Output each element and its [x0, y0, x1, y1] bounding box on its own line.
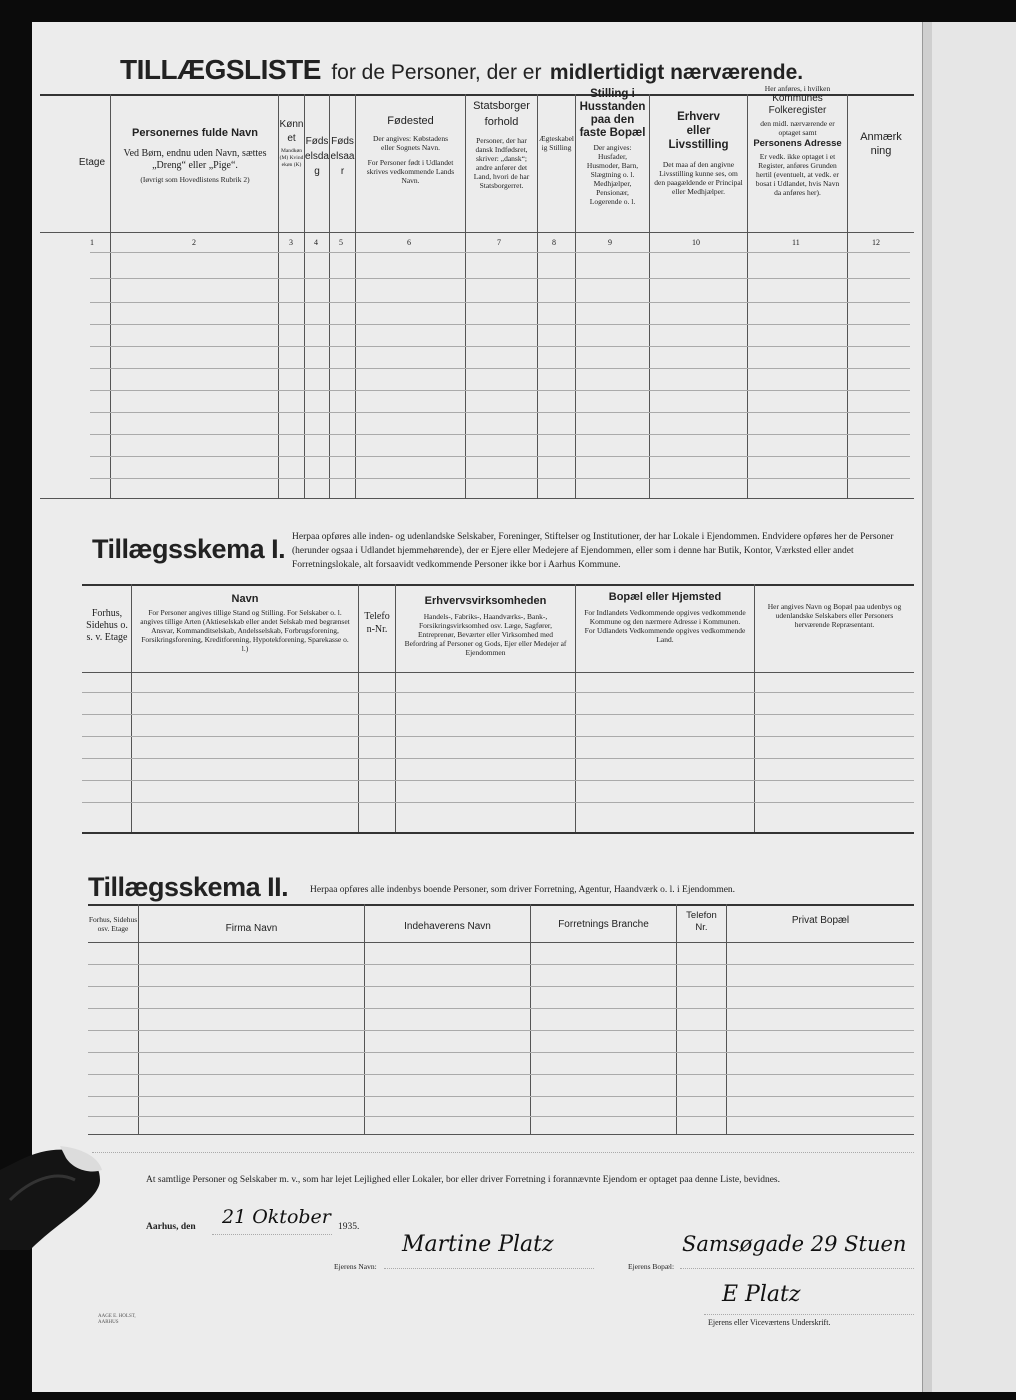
- col-num-9: 9: [608, 238, 612, 247]
- owner-name-label: Ejerens Navn:: [334, 1262, 377, 1271]
- adjacent-page-edge: [932, 22, 1016, 1392]
- col-num-1: 1: [90, 238, 94, 247]
- attestation-statement: At samtlige Personer og Selskaber m. v., som har lejet Lejlighed eller Lokaler, bor eller driver Forretning i forannævnte Ejendom er optaget paa denne Liste, bevidnes.: [146, 1175, 780, 1185]
- attestation-text: [146, 1174, 916, 1186]
- col-birthplace-title: Fødested: [387, 115, 434, 127]
- col-register-header: [748, 84, 847, 197]
- col-sex-header: [279, 118, 304, 169]
- schema-2-col-etage: Forhus, Sidehus osv. Etage: [88, 915, 138, 933]
- schema-1-col-phone: Telefon-Nr.: [364, 611, 390, 635]
- col-name-sub: Ved Børn, endnu uden Navn, sættes „Dreng“ eller „Pige“.: [123, 148, 267, 171]
- col-num-3: 3: [289, 238, 293, 247]
- schema-2-col-phone: Telefon Nr.: [686, 910, 717, 933]
- schema-1-col-name-title: Navn: [231, 593, 259, 605]
- col-register-title2: Personens Adresse: [753, 138, 842, 149]
- schema-1-col-representative-sub: Her angives Navn og Bopæl paa udenbys og udenlandske Selskabers eller Personers herværende Repræsentant.: [767, 602, 902, 629]
- col-name-note: (Iøvrigt som Hovedlistens Rubrik 2): [140, 175, 250, 184]
- col-birthplace-sub: Der angives: Købstadens eller Sognets Navn.: [373, 134, 448, 152]
- owner-address-label: Ejerens Bopæl:: [628, 1262, 675, 1271]
- col-num-6: 6: [407, 238, 411, 247]
- schema-2-intro: Herpaa opføres alle indenbys boende Personer, som driver Forretning, Agentur, Haandværk o. l. i Ejendommen.: [310, 885, 736, 895]
- col-citizenship-title: Statsborgerforhold: [473, 100, 530, 128]
- schema-1-col-representative: [755, 602, 914, 629]
- owner-name-handwritten: Martine Platz: [402, 1232, 554, 1257]
- date-line: [146, 1222, 196, 1233]
- col-num-12: 12: [872, 238, 880, 247]
- col-household-title: Stilling i Husstanden paa den faste Bopæl: [579, 88, 646, 139]
- col-sex-sub: Mandkøn (M) Kvindekøn (K): [279, 148, 304, 168]
- col-etage-header: Etage: [78, 157, 106, 168]
- col-num-10: 10: [692, 238, 700, 247]
- col-occupation-sub: Det maa af den angivne Livsstilling kunne ses, om den paagældende er Principal eller Medhjælper.: [654, 160, 743, 196]
- binder-clip-icon: [0, 1140, 110, 1250]
- schema-1-col-name-sub: For Personer angives tillige Stand og Stilling. For Selskaber o. l. angives tillige Arten (Aktieselskab eller andet Selskab med begrænset Ansvar, Kommanditselskab, Andelsselskab, Forbrugsforening, Forsikringsforening, Kreditforening, Hypotekforening, Sparekasse o. l.): [140, 608, 350, 653]
- schema-1-col-residence-title: Bopæl eller Hjemsted: [608, 591, 722, 603]
- title-main: TILLÆGSLISTE: [120, 54, 321, 85]
- col-num-4: 4: [314, 238, 318, 247]
- owner-address-handwritten: Samsøgade 29 Stuen: [682, 1232, 907, 1256]
- schema-1-col-business-title: Erhvervsvirksomheden: [424, 595, 547, 607]
- place-label: Aarhus, den: [146, 1222, 196, 1232]
- col-household-header: [576, 88, 649, 206]
- signature-label: Ejerens eller Viceværtens Underskrift.: [708, 1318, 831, 1327]
- title-rest-a: for de Personer, der er: [331, 61, 542, 84]
- col-num-7: 7: [497, 238, 501, 247]
- col-household-sub: Der angives: Husfader, Husmoder, Barn, Slægtning o. l. Medhjælper, Pensionær, Logerende o. l.: [586, 143, 639, 206]
- schema-1-col-business-sub: Handels-, Fabriks-, Haandværks-, Bank-, Forsikringsvirksomhed osv. Læge, Sagfører, Entreprenør, Beværter eller Virksomhed med Befordring af Personer og Gods, Ejer eller Medejer af Ejendommen: [404, 612, 567, 657]
- schema-2-col-private: Privat Bopæl: [791, 915, 850, 926]
- col-occupation-title: Erhverv eller Livsstilling: [668, 111, 729, 151]
- date-handwritten: 21 Oktober: [222, 1206, 331, 1228]
- form-page: [32, 22, 922, 1392]
- schema-2-col-branch: Forretnings Branche: [558, 919, 649, 930]
- printer-mark: AAGE E. HOLST, AARHUS: [98, 1314, 136, 1325]
- year-label: 1935.: [338, 1222, 360, 1232]
- signature-handwritten: E Platz: [722, 1282, 801, 1307]
- col-citizenship-sub: Personer, der har dansk Indfødsret, skriver: „dansk“; andre anfører det Land, hvori de har Statsborgerret.: [473, 136, 530, 190]
- schema-1-col-business: [396, 594, 575, 657]
- col-name-header: [112, 126, 278, 184]
- title-rest-b: midlertidigt nærværende.: [549, 61, 804, 84]
- col-num-2: 2: [192, 238, 196, 247]
- col-num-8: 8: [552, 238, 556, 247]
- schema-1-col-residence: [576, 590, 754, 644]
- col-sex-title: Kønnet: [279, 119, 304, 144]
- schema-1-col-etage: Forhus, Sidehus o. s. v. Etage: [86, 608, 128, 643]
- schema-2-col-owner: Indehaverens Navn: [404, 921, 491, 932]
- col-register-pre: Her anføres, i hvilken: [764, 84, 831, 93]
- schema-2-title: Tillægsskema II.: [88, 872, 289, 902]
- col-num-5: 5: [339, 238, 343, 247]
- col-birthplace-header: [356, 114, 465, 185]
- col-occupation-header: [650, 110, 747, 196]
- col-birthplace-note: For Personer født i Udlandet skrives vedkommende Lands Navn.: [366, 158, 455, 185]
- col-birthyear-header: Fødselsaar: [330, 136, 355, 177]
- schema-1-title: Tillægsskema I.: [92, 534, 286, 564]
- schema-1-col-residence-sub: For Indlandets Vedkommende opgives vedkommende Kommune og den nærmere Adresse i Kommunen. For Udlandets Vedkommende opgives vedkommende Land.: [584, 608, 746, 644]
- schema-2-col-firm: Firma Navn: [225, 923, 278, 934]
- schema-1-col-name: [132, 592, 358, 653]
- schema-1-intro: Herpaa opføres alle inden- og udenlandske Selskaber, Foreninger, Stiftelser og Institutioner, der har Lokale i Ejendommen. Endvidere opføres her de Personer (herunder ogsaa i Udlandet hjemmehørende), der er Ejere eller Medejere af Ejendommen, eller som i denne har Butik, Kontor, Værksted eller andet Forretningslokale, alt forsaavidt vedkommende Personer ikke bor i Aarhus Kommune.: [292, 532, 894, 570]
- col-remark-header: Anmærkning: [860, 131, 902, 157]
- col-citizenship-header: [466, 98, 537, 190]
- col-birthday-header: Fødselsdag: [305, 136, 329, 177]
- col-marital-header: Ægteskabelig Stilling: [539, 134, 574, 152]
- col-register-mid: den midl. nærværende er optaget samt: [760, 119, 835, 137]
- page-title: [120, 54, 803, 86]
- col-register-title: Kommunes Folkeregister: [768, 93, 827, 116]
- col-name-title: Personernes fulde Navn: [132, 127, 258, 139]
- col-num-11: 11: [792, 238, 800, 247]
- col-register-sub: Er vedk. ikke optaget i et Register, anføres Grunden hertil (eventuelt, at vedk. er bosat i Udlandet, hvis Navn da anføres her).: [755, 152, 840, 197]
